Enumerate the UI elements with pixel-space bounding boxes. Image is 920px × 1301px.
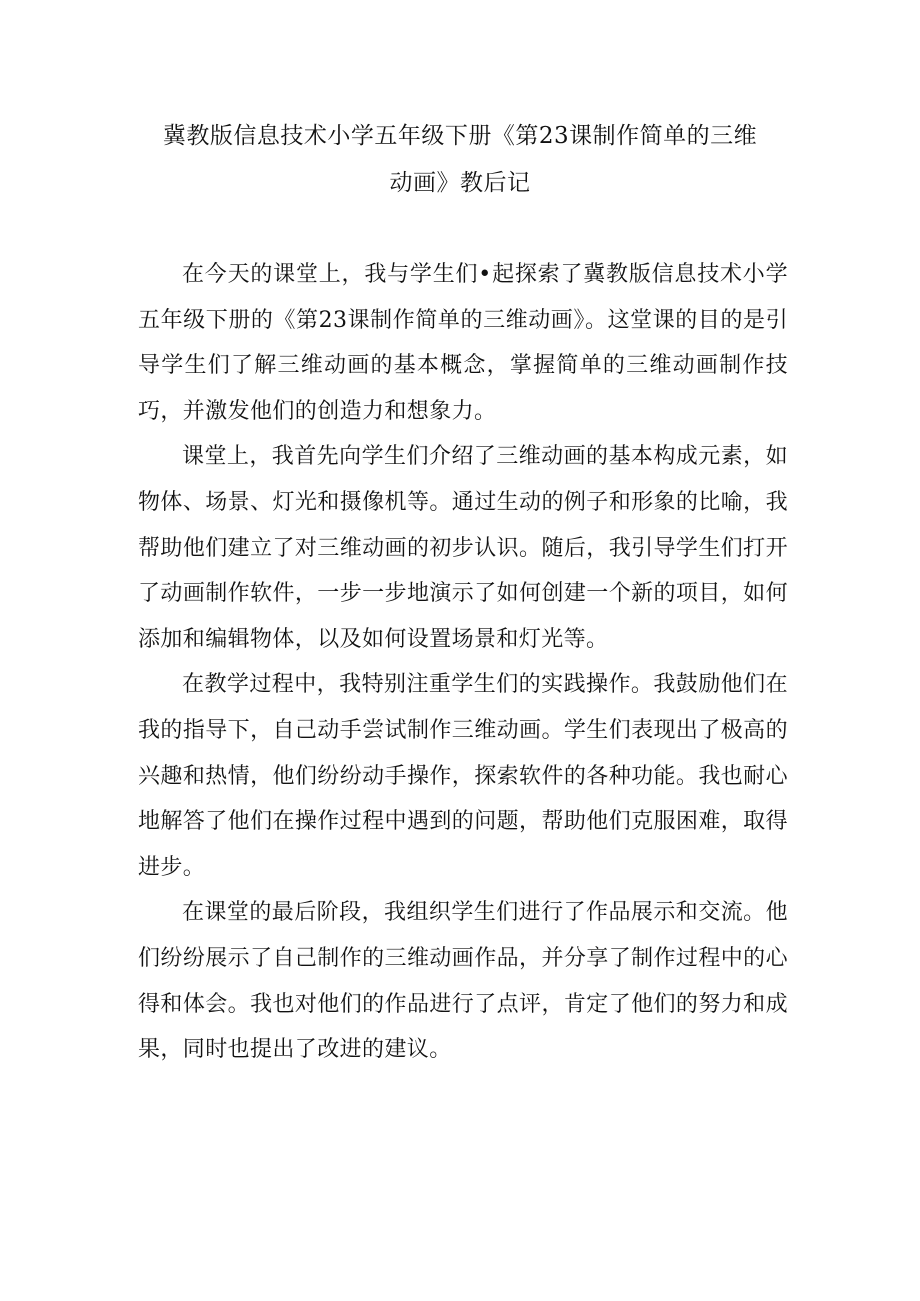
paragraph-3: 在教学过程中，我特别注重学生们的实践操作。我鼓励他们在我的指导下，自己动手尝试制作三维动画。学生们表现出了极高的兴趣和热情，他们纷纷动手操作，探索软件的各种功能。我也耐心地解答了他们在操作过程中遇到的问题，帮助他们克服困难，取得进步。 — [138, 672, 788, 880]
document-body — [138, 252, 788, 1073]
paragraph-1: 在今天的课堂上，我与学生们•起探索了冀教版信息技术小学五年级下册的《第23课制作简单的三维动画》。这堂课的目的是引导学生们了解三维动画的基本概念，掌握简单的三维动画制作技巧，并激发他们的创造力和想象力。 — [138, 262, 788, 424]
paragraph-2: 课堂上，我首先向学生们介绍了三维动画的基本构成元素，如物体、场景、灯光和摄像机等。通过生动的例子和形象的比喻，我帮助他们建立了对三维动画的初步认识。随后，我引导学生们打开了动画制作软件，一步一步地演示了如何创建一个新的项目，如何添加和编辑物体，以及如何设置场景和灯光等。 — [138, 444, 788, 652]
document-title-line-2: 动画》教后记 — [389, 170, 531, 196]
paragraph-4: 在课堂的最后阶段，我组织学生们进行了作品展示和交流。他们纷纷展示了自己制作的三维动画作品，并分享了制作过程中的心得和体会。我也对他们的作品进行了点评，肯定了他们的努力和成果，同时也提出了改进的建议。 — [138, 900, 788, 1063]
document-title-line-1: 冀教版信息技术小学五年级下册《第23课制作简单的三维 — [162, 123, 758, 149]
